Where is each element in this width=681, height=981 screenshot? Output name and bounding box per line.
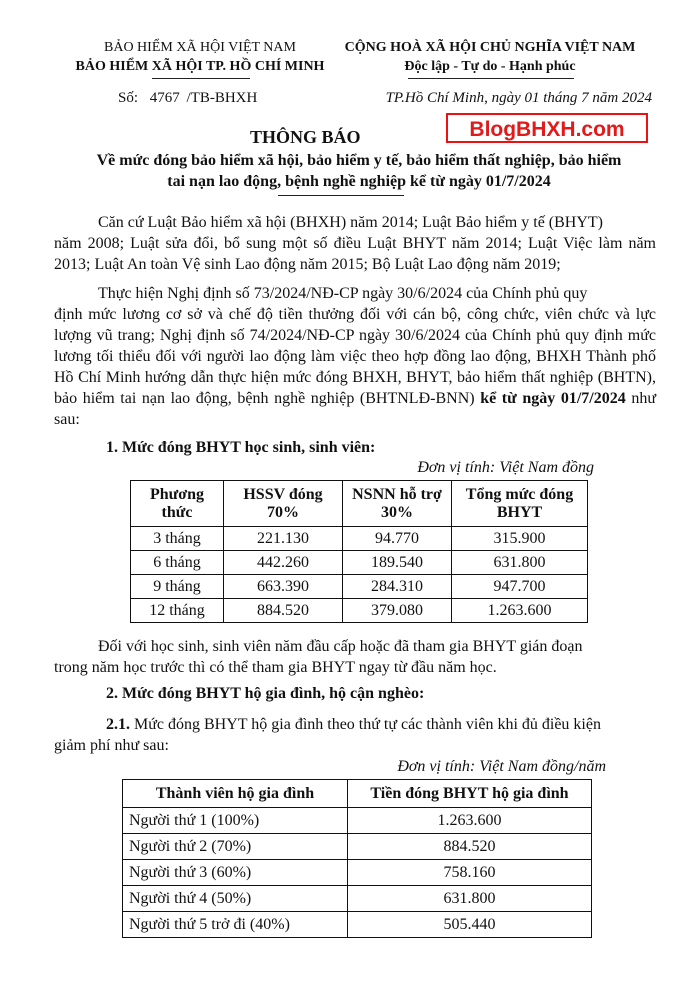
cell-student: 221.130 — [224, 527, 343, 551]
col-header-state: NSNN hỗ trợ 30% — [343, 481, 452, 527]
cell-total: 631.800 — [452, 551, 588, 575]
cell-member: Người thứ 3 (60%) — [123, 860, 348, 886]
section1-note-line1: Đối với học sinh, sinh viên năm đầu cấp hoặc đã tham gia BHYT gián đoạn — [98, 638, 583, 655]
paragraph-legal-basis — [98, 212, 656, 233]
table-header-row — [131, 481, 588, 527]
paragraph-implementation — [98, 283, 656, 304]
place-date: TP.Hồ Chí Minh, ngày 01 tháng 7 năm 2024 — [385, 90, 652, 106]
motto: Độc lập - Tự do - Hạnh phúc — [404, 59, 576, 74]
table-row — [131, 551, 588, 575]
para2-end: như sau: — [54, 390, 657, 428]
section2-sub-text: Mức đóng BHYT hộ gia đình theo thứ tự các thành viên khi đủ điều kiện — [134, 716, 601, 733]
section2-sub-label: 2.1. — [106, 716, 130, 733]
cell-method: 12 tháng — [131, 599, 224, 623]
doc-number-label: Số: — [118, 90, 139, 106]
cell-member: Người thứ 1 (100%) — [123, 808, 348, 834]
agency-underline — [152, 78, 250, 79]
cell-state: 284.310 — [343, 575, 452, 599]
nation-block — [330, 38, 650, 76]
table-row — [123, 860, 592, 886]
para2-line1: Thực hiện Nghị định số 73/2024/NĐ-CP ngày 30/6/2024 của Chính phủ quy — [98, 285, 588, 302]
cell-state: 379.080 — [343, 599, 452, 623]
cell-total: 947.700 — [452, 575, 588, 599]
table-row — [123, 808, 592, 834]
blog-logo: BlogBHXH.com — [446, 113, 648, 143]
table-row — [123, 834, 592, 860]
subtitle-underline — [278, 195, 404, 196]
cell-state: 189.540 — [343, 551, 452, 575]
cell-method: 9 tháng — [131, 575, 224, 599]
cell-method: 6 tháng — [131, 551, 224, 575]
para2-bold-date: kể từ ngày 01/7/2024 — [480, 390, 626, 407]
nation-name: CỘNG HOÀ XÃ HỘI CHỦ NGHĨA VIỆT NAM — [344, 40, 636, 55]
motto-underline — [408, 78, 574, 79]
doc-code: /TB-BHXH — [186, 90, 258, 106]
cell-amount: 631.800 — [348, 886, 592, 912]
cell-student: 442.260 — [224, 551, 343, 575]
cell-student: 884.520 — [224, 599, 343, 623]
doc-number: 4767 — [149, 90, 180, 106]
subtitle-line-1: Về mức đóng bảo hiểm xã hội, bảo hiểm y tế, bảo hiểm thất nghiệp, bảo hiểm — [96, 152, 622, 169]
cell-member: Người thứ 4 (50%) — [123, 886, 348, 912]
household-table — [122, 779, 592, 938]
section2-heading: 2. Mức đóng BHYT hộ gia đình, hộ cận nghèo: — [106, 685, 425, 702]
agency-parent: BẢO HIỂM XÃ HỘI VIỆT NAM — [104, 40, 296, 55]
agency-name: BẢO HIỂM XÃ HỘI TP. HỒ CHÍ MINH — [75, 59, 325, 74]
cell-total: 315.900 — [452, 527, 588, 551]
cell-amount: 758.160 — [348, 860, 592, 886]
col-header-total: Tổng mức đóng BHYT — [452, 481, 588, 527]
subtitle-line-2: tai nạn lao động, bệnh nghề nghiệp kể từ ngày 01/7/2024 — [167, 173, 551, 190]
col-header-student: HSSV đóng 70% — [224, 481, 343, 527]
document-title: THÔNG BÁO — [250, 127, 361, 147]
table-row — [123, 886, 592, 912]
cell-total: 1.263.600 — [452, 599, 588, 623]
para2-rest: định mức lương cơ sở và chế độ tiền thưởng đối với cán bộ, công chức, viên chức và lực lượng vũ trang; Nghị định số 74/2024/NĐ-CP ngày 30/6/2024 của Chính phủ quy định mức lương tối thiểu đối với người lao động làm việc theo hợp đồng lao động, BHXH Thành phố Hồ Chí Minh hướng dẫn thực hiện mức đóng BHXH, BHYT, bảo hiểm thất nghiệp (BHTN), bảo hiểm tai nạn lao động, bệnh nghề nghiệp (BHTNLĐ-BNN) — [54, 306, 656, 407]
agency-block — [40, 38, 360, 76]
cell-member: Người thứ 5 trở đi (40%) — [123, 912, 348, 938]
cell-student: 663.390 — [224, 575, 343, 599]
table-row — [131, 575, 588, 599]
cell-amount: 1.263.600 — [348, 808, 592, 834]
section2-sub-line2: giảm phí như sau: — [54, 737, 169, 754]
section1-unit: Đơn vị tính: Việt Nam đồng — [417, 459, 594, 476]
hssv-table — [130, 480, 588, 623]
doc-number-line — [118, 90, 257, 107]
cell-amount: 884.520 — [348, 834, 592, 860]
table-row — [123, 912, 592, 938]
section1-note-line2: trong năm học trước thì có thể tham gia BHYT ngay từ đầu năm học. — [54, 659, 497, 676]
col-header-method: Phương thức — [131, 481, 224, 527]
para1-line1: Căn cứ Luật Bảo hiểm xã hội (BHXH) năm 2014; Luật Bảo hiểm y tế (BHYT) — [98, 214, 604, 231]
section2-sub-line1 — [106, 714, 656, 735]
section2-unit: Đơn vị tính: Việt Nam đồng/năm — [397, 758, 606, 775]
paragraph-legal-basis-cont: năm 2008; Luật sửa đổi, bổ sung một số điều Luật BHYT năm 2014; Luật Việc làm năm 2013; Luật An toàn Vệ sinh Lao động năm 2015; Bộ Luật Lao động năm 2019; — [54, 235, 656, 273]
cell-member: Người thứ 2 (70%) — [123, 834, 348, 860]
table-row — [131, 527, 588, 551]
cell-state: 94.770 — [343, 527, 452, 551]
cell-amount: 505.440 — [348, 912, 592, 938]
col-header-amount: Tiền đóng BHYT hộ gia đình — [348, 780, 592, 808]
document-subtitle — [40, 150, 678, 192]
table-row — [131, 599, 588, 623]
section1-heading: 1. Mức đóng BHYT học sinh, sinh viên: — [106, 439, 376, 456]
paragraph-implementation-cont — [54, 304, 656, 430]
cell-method: 3 tháng — [131, 527, 224, 551]
table-header-row — [123, 780, 592, 808]
col-header-member: Thành viên hộ gia đình — [123, 780, 348, 808]
